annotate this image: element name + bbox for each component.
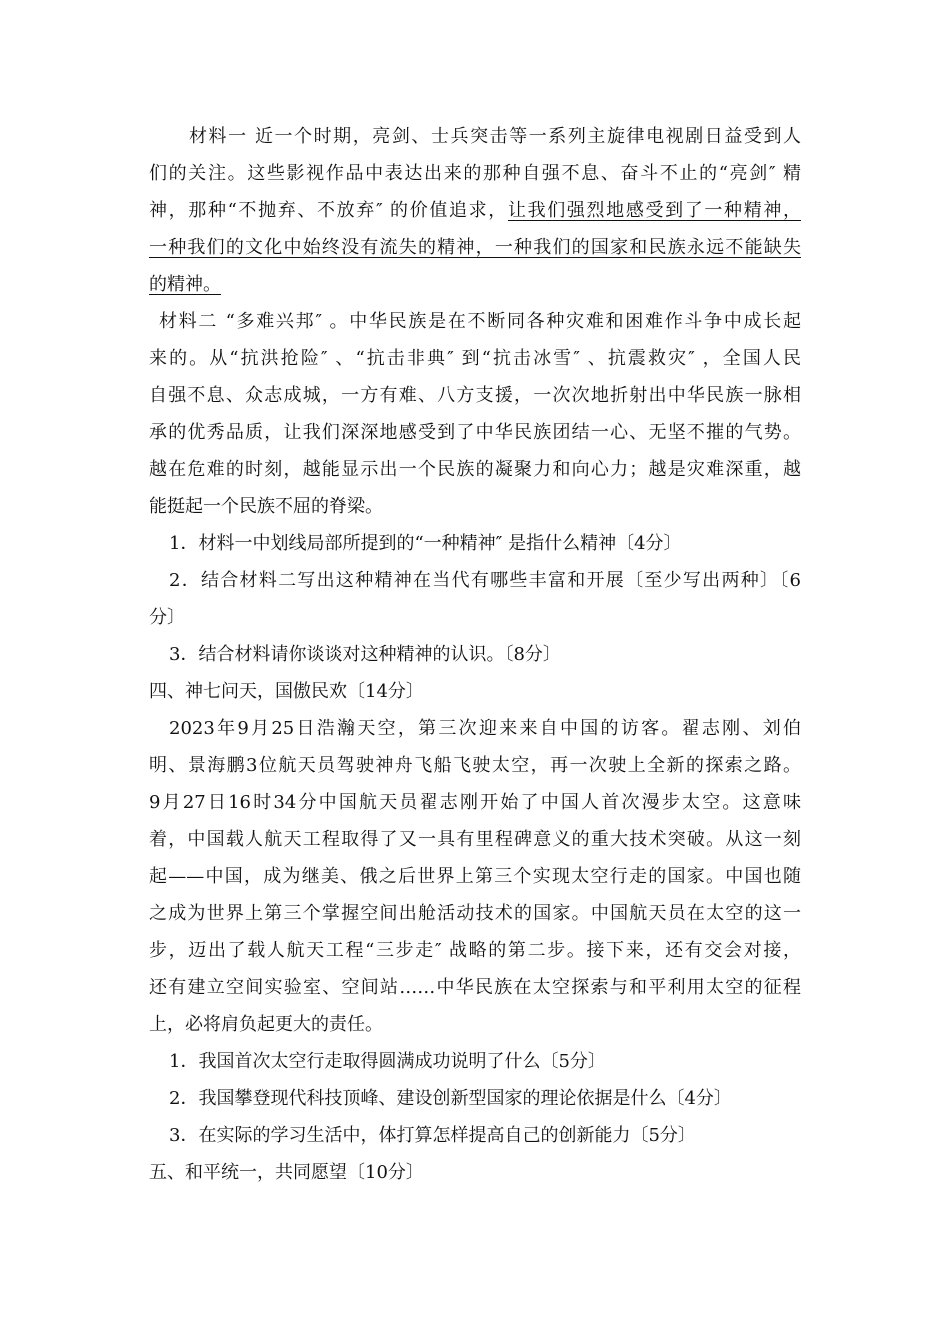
- question-2-line-1: 2．结合材料二写出这种精神在当代有哪些丰富和开展〔至少写出两种〕〔6: [169, 570, 801, 591]
- question-2-line-2: 分〕: [149, 607, 185, 628]
- section4-heading: 四、神七问天，国傲民欢〔14分〕: [149, 681, 424, 702]
- underlined-passage: 让我们强烈地感受到了一种精神，: [507, 200, 801, 221]
- section4-paragraph-line-5: 起——中国，成为继美、俄之后世界上第三个实现太空行走的国家。中国也随: [149, 866, 801, 887]
- material2-line-6: 能挺起一个民族不屈的脊梁。: [149, 496, 383, 517]
- section4-paragraph-line-8: 还有建立空间实验室、空间站……中华民族在太空探索与和平利用太空的征程: [149, 977, 801, 998]
- section4-paragraph-line-2: 明、景海鹏3位航天员驾驶神舟飞船飞驶太空，再一次驶上全新的探索之路。: [149, 755, 801, 776]
- material2-line-5: 越在危难的时刻，越能显示出一个民族的凝聚力和向心力；越是灾难深重，越: [149, 459, 801, 480]
- section4-paragraph-line-9: 上，必将肩负起更大的责任。: [149, 1014, 383, 1035]
- material2-line-3: 自强不息、众志成城，一方有难、八方支援，一次次地折射出中华民族一脉相: [149, 385, 801, 406]
- section4-paragraph-line-4: 着，中国载人航天工程取得了又一具有里程碑意义的重大技术突破。从这一刻: [149, 829, 801, 850]
- material1-text: 神，那种“不抛弃、不放弃″ 的价值追求，: [149, 200, 508, 221]
- material2-line-1: 材料二 “多难兴邦″ 。中华民族是在不断同各种灾难和困难作斗争中成长起: [159, 311, 801, 332]
- question-1: 1．材料一中划线局部所提到的“一种精神″ 是指什么精神〔4分〕: [169, 533, 682, 554]
- material1-line-2: 们的关注。这些影视作品中表达出来的那种自强不息、奋斗不止的“亮剑″ 精: [149, 163, 801, 184]
- underlined-passage: 的精神。: [149, 274, 221, 295]
- section4-paragraph-line-3: 9月27日16时34分中国航天员翟志刚开始了中国人首次漫步太空。这意味: [149, 792, 801, 813]
- section4-question-1: 1．我国首次太空行走取得圆满成功说明了什么〔5分〕: [169, 1051, 606, 1072]
- material1-line-5: [149, 266, 801, 303]
- section4-paragraph-line-6: 之成为世界上第三个掌握空间出舱活动技术的国家。中国航天员在太空的这一: [149, 903, 801, 924]
- material2-line-2: 来的。从“抗洪抢险″ 、“抗击非典″ 到“抗击冰雪″ 、抗震救灾″ ，全国人民: [149, 348, 801, 369]
- material1-line-1: 材料一 近一个时期，亮剑、士兵突击等一系列主旋律电视剧日益受到人: [189, 126, 801, 147]
- section4-paragraph-line-7: 步，迈出了载人航天工程“三步走″ 战略的第二步。接下来，还有交会对接，: [149, 940, 801, 961]
- section4-question-2: 2．我国攀登现代科技顶峰、建设创新型国家的理论依据是什么〔4分〕: [169, 1088, 732, 1109]
- underlined-passage: 一种我们的文化中始终没有流失的精神，一种我们的国家和民族永远不能缺失: [149, 237, 801, 258]
- section5-heading: 五、和平统一，共同愿望〔10分〕: [149, 1162, 424, 1183]
- material1-line-4: [149, 229, 801, 266]
- material2-line-4: 承的优秀品质，让我们深深地感受到了中华民族团结一心、无坚不摧的气势。: [149, 422, 801, 443]
- section4-paragraph-line-1: 2023年9月25日浩瀚天空，第三次迎来来自中国的访客。翟志刚、刘伯: [169, 718, 801, 739]
- document-page: [149, 118, 801, 1191]
- material1-line-3: [149, 192, 801, 229]
- section4-question-3: 3．在实际的学习生活中，体打算怎样提高自己的创新能力〔5分〕: [169, 1125, 696, 1146]
- question-3: 3．结合材料请你谈谈对这种精神的认识。〔8分〕: [169, 644, 561, 665]
